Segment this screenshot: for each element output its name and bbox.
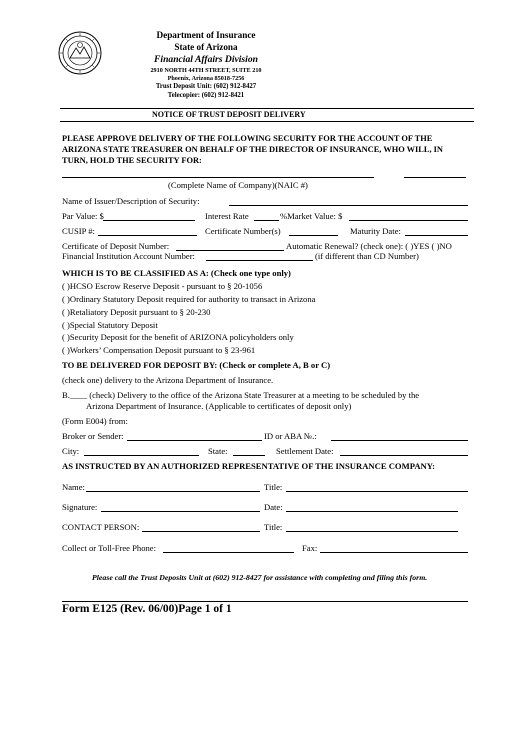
- cd-number-label: Certificate of Deposit Number:: [62, 241, 170, 251]
- date-label: Date:: [264, 502, 283, 512]
- market-value-label: %Market Value: $: [280, 211, 343, 221]
- fax-label: Fax:: [302, 543, 318, 553]
- name-field[interactable]: [86, 491, 260, 492]
- fax-field[interactable]: [320, 552, 468, 553]
- arizona-seal-icon: [58, 31, 102, 75]
- title-top-rule: [60, 108, 474, 109]
- contact-person-label: CONTACT PERSON:: [62, 522, 140, 532]
- financial-account-note: (if different than CD Number): [315, 251, 419, 261]
- date-field[interactable]: [286, 511, 458, 512]
- title-bottom-rule: [60, 121, 474, 122]
- company-name-field[interactable]: [62, 177, 374, 178]
- maturity-date-field[interactable]: [405, 235, 468, 236]
- issuer-label: Name of Issuer/Description of Security:: [62, 196, 200, 206]
- cusip-label: CUSIP #:: [62, 226, 95, 236]
- state-label: State:: [208, 446, 228, 456]
- interest-rate-field[interactable]: [254, 220, 279, 221]
- city-label: City:: [62, 446, 80, 456]
- authorized-heading: AS INSTRUCTED BY AN AUTHORIZED REPRESENTATIVE OF THE INSURANCE COMPANY:: [62, 461, 436, 471]
- par-value-field[interactable]: [103, 220, 195, 221]
- trust-unit-phone: Trust Deposit Unit: (602) 912-8427: [155, 83, 257, 90]
- department-name: Department of Insurance: [156, 30, 256, 40]
- assistance-note: Please call the Trust Deposits Unit at (602) 912-8427 for assistance with completing and filing this form.: [92, 573, 428, 582]
- settlement-date-label: Settlement Date:: [276, 446, 334, 456]
- delivery-heading: TO BE DELIVERED FOR DEPOSIT BY: (Check or complete A, B or C): [62, 360, 331, 370]
- division-name: Financial Affairs Division: [154, 54, 258, 65]
- issuer-field[interactable]: [229, 205, 468, 206]
- delivery-option-b-line-2: Arizona Department of Insurance. (Applicable to certificates of deposit only): [86, 401, 352, 411]
- interest-rate-label: Interest Rate: [205, 211, 249, 221]
- cusip-field[interactable]: [98, 235, 197, 236]
- financial-account-field[interactable]: [206, 260, 313, 261]
- par-value-label: Par Value: $: [62, 211, 104, 221]
- naic-field[interactable]: [404, 177, 466, 178]
- city-field[interactable]: [84, 455, 199, 456]
- certificate-number-label: Certificate Number(s): [205, 226, 281, 236]
- option-hcso[interactable]: ( )HCSO Escrow Reserve Deposit - pursuant to § 20-1056: [62, 281, 263, 291]
- intro-line-3: TURN, HOLD THE SECURITY FOR:: [62, 156, 202, 165]
- delivery-option-b-line-1[interactable]: B.____ (check) Delivery to the office of the Arizona State Treasurer at a meeting to be scheduled by the: [62, 390, 420, 400]
- classification-heading: WHICH IS TO BE CLASSIFIED AS A: (Check one type only): [62, 268, 291, 278]
- footer-rule: [62, 601, 468, 602]
- option-retaliatory[interactable]: ( )Retaliatory Deposit pursuant to § 20-230: [62, 307, 211, 317]
- telecopier-number: Telecopier: (602) 912-8421: [167, 92, 245, 99]
- form-title: NOTICE OF TRUST DEPOSIT DELIVERY: [152, 110, 306, 119]
- phone-label: Collect or Toll-Free Phone:: [62, 543, 156, 553]
- phone-field[interactable]: [163, 552, 294, 553]
- broker-field[interactable]: [127, 440, 262, 441]
- option-special-statutory[interactable]: ( )Special Statutory Deposit: [62, 320, 158, 330]
- name-label: Name:: [62, 482, 85, 492]
- state-field[interactable]: [233, 455, 265, 456]
- financial-account-label: Financial Institution Account Number:: [62, 251, 195, 261]
- option-security-deposit[interactable]: ( )Security Deposit for the benefit of ARIZONA policyholders only: [62, 332, 294, 342]
- contact-person-field[interactable]: [142, 531, 260, 532]
- form-e004-label: (Form E004) from:: [62, 416, 128, 426]
- contact-title-field[interactable]: [286, 531, 458, 532]
- market-value-field[interactable]: [349, 220, 468, 221]
- state-name: State of Arizona: [174, 42, 238, 52]
- title-field[interactable]: [286, 491, 468, 492]
- automatic-renewal-label[interactable]: Automatic Renewal? (check one): ( )YES ( )NO: [286, 241, 452, 251]
- certificate-number-field[interactable]: [289, 235, 338, 236]
- settlement-date-field[interactable]: [340, 455, 468, 456]
- id-aba-label: ID or ABA №.:: [264, 431, 317, 441]
- city-address: Phoenix, Arizona 85018-7256: [167, 75, 245, 82]
- option-workers-comp[interactable]: ( )Workers’ Compensation Deposit pursuant to § 23-961: [62, 345, 256, 355]
- id-aba-field[interactable]: [331, 440, 468, 441]
- form-number: Form E125 (Rev. 06/00)Page 1 of 1: [62, 603, 232, 615]
- option-ordinary-statutory[interactable]: ( )Ordinary Statutory Deposit required for authority to transact in Arizona: [62, 294, 316, 304]
- intro-line-1: PLEASE APPROVE DELIVERY OF THE FOLLOWING SECURITY FOR THE ACCOUNT OF THE: [62, 134, 433, 143]
- delivery-option-a[interactable]: (check one) delivery to the Arizona Department of Insurance.: [62, 375, 274, 385]
- signature-field[interactable]: [101, 511, 260, 512]
- maturity-date-label: Maturity Date:: [350, 226, 401, 236]
- intro-line-2: ARIZONA STATE TREASURER ON BEHALF OF THE DIRECTOR OF INSURANCE, WHO WILL, IN: [62, 145, 443, 154]
- contact-title-label: Title:: [264, 522, 283, 532]
- company-caption: (Complete Name of Company)(NAIC #): [168, 180, 308, 190]
- street-address: 2910 NORTH 44TH STREET, SUITE 210: [150, 67, 262, 74]
- broker-label: Broker or Sender:: [62, 431, 124, 441]
- title-label: Title:: [264, 482, 283, 492]
- signature-label: Signature:: [62, 502, 98, 512]
